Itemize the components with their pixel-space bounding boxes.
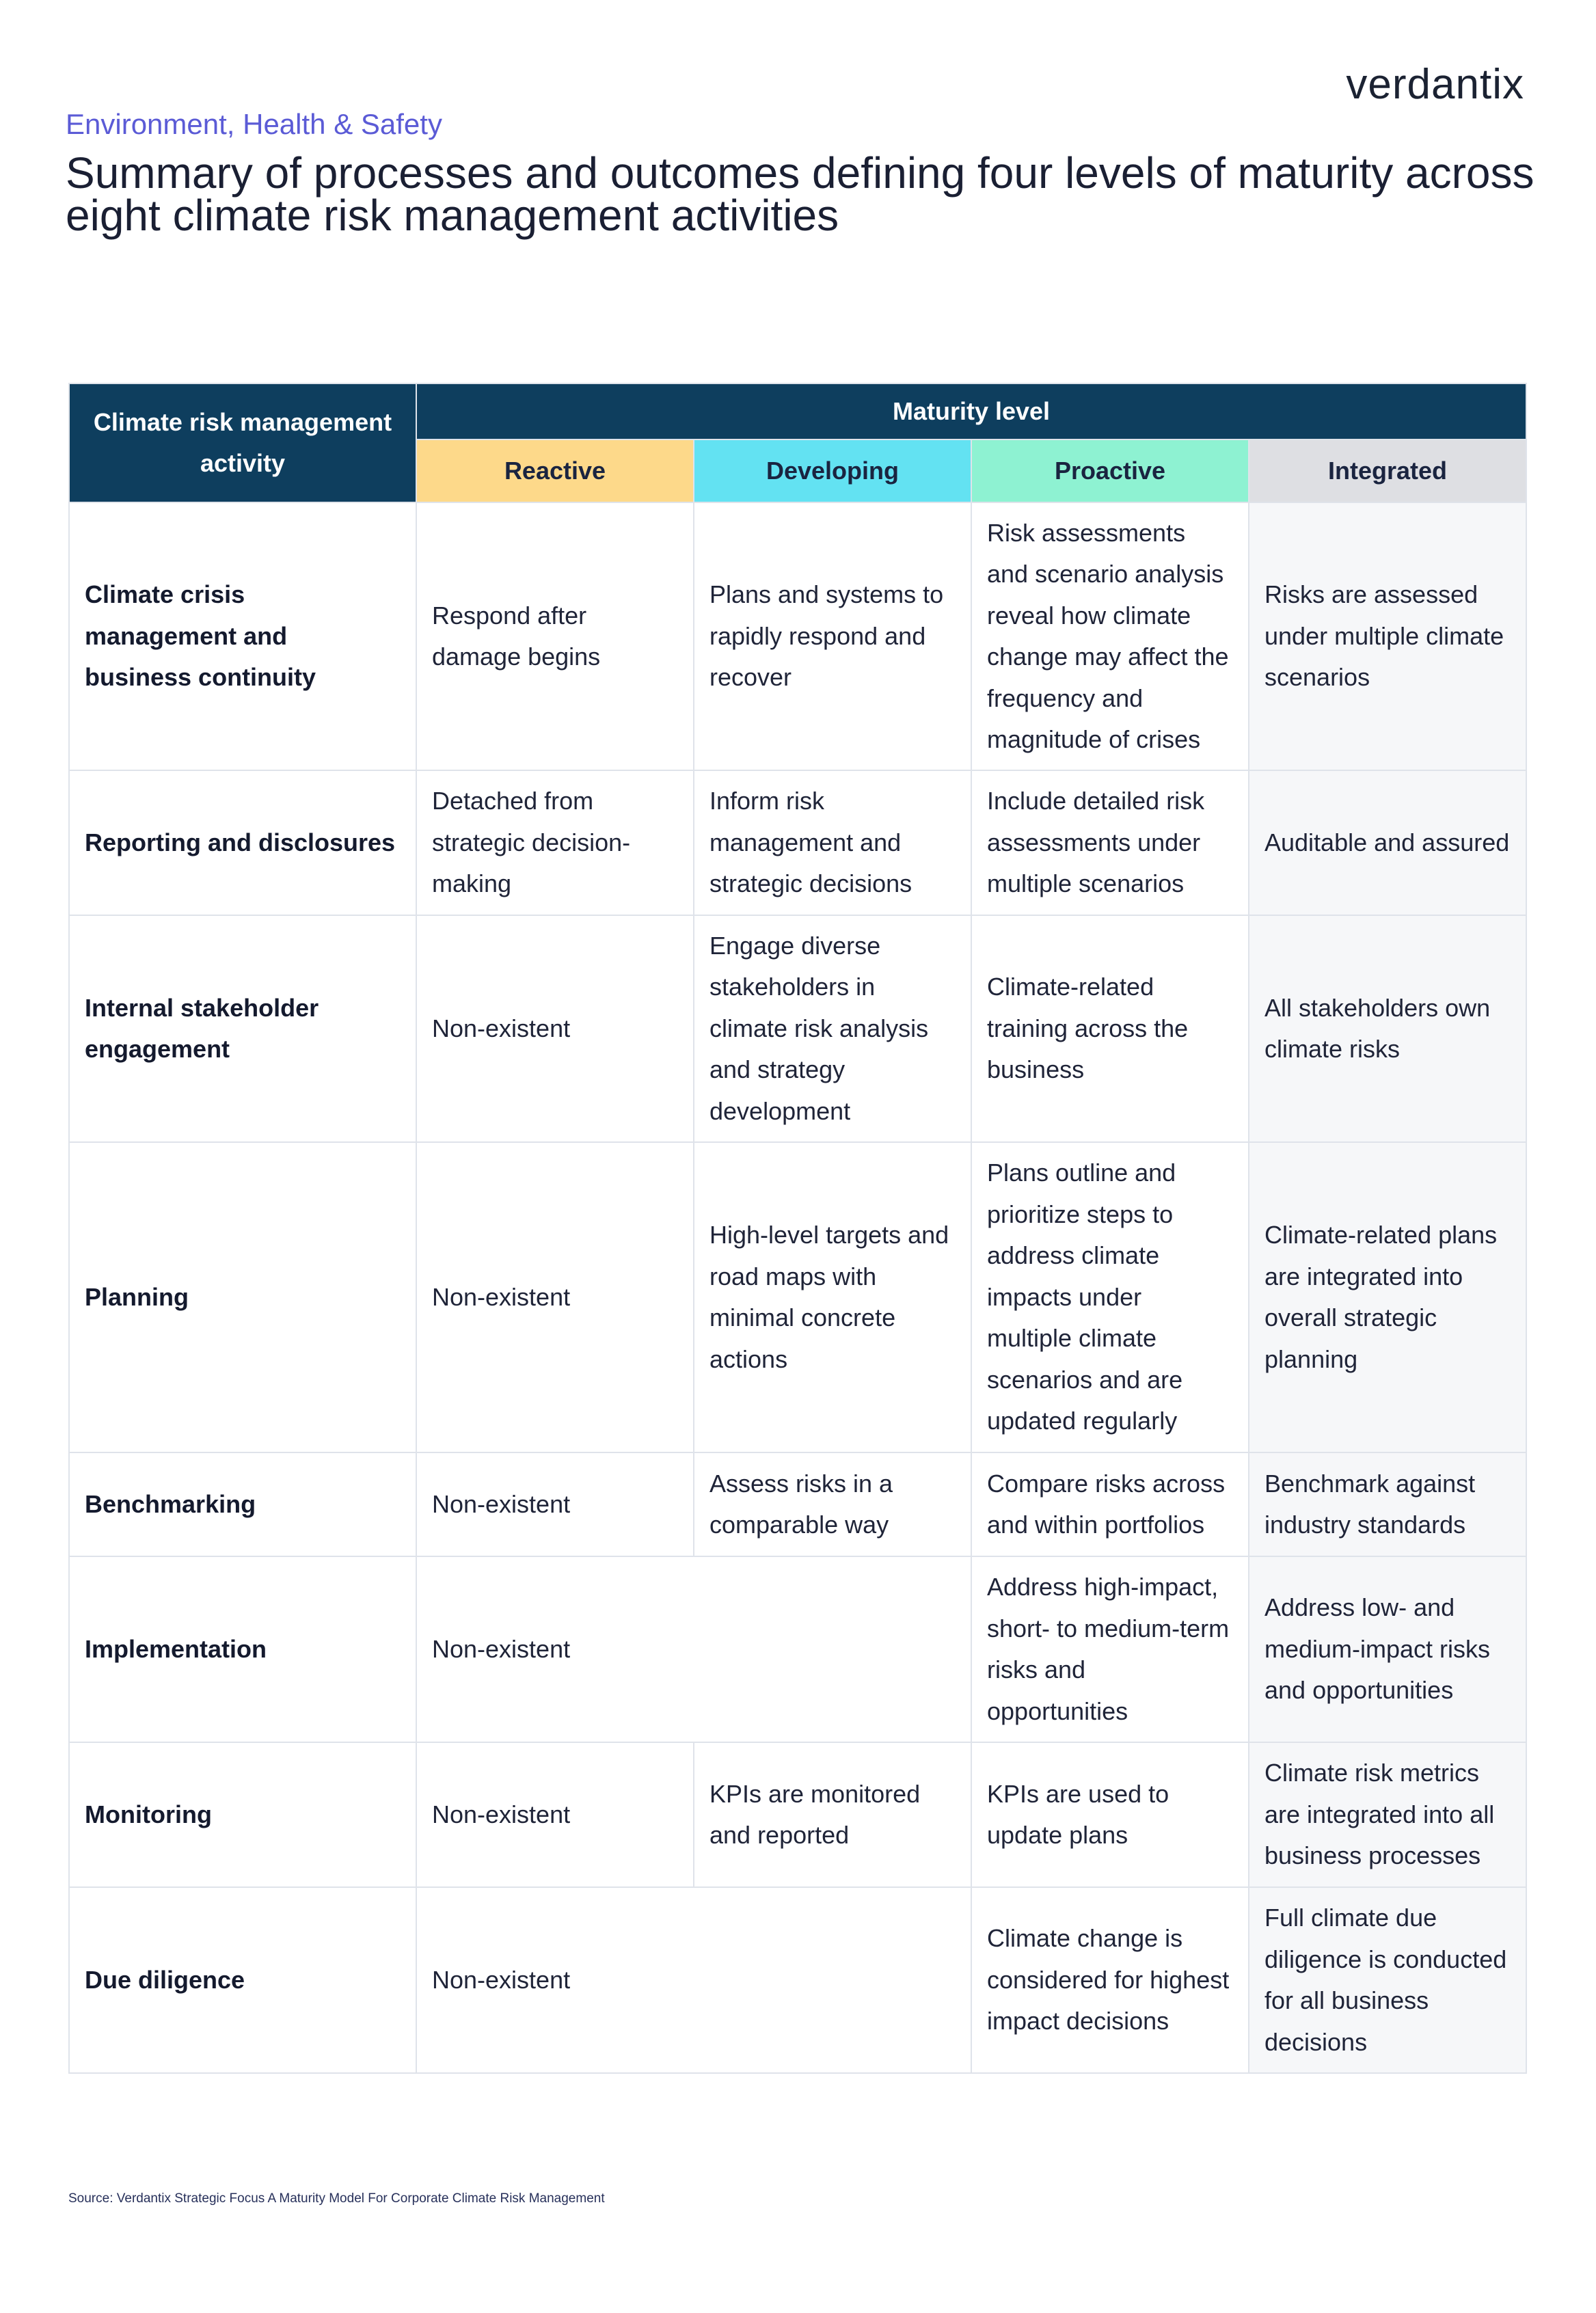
table-row — [69, 1742, 1526, 1887]
maturity-table-container — [68, 383, 1526, 2074]
reactive-cell: Non-existent — [416, 1452, 694, 1556]
developing-cell: Assess risks in a comparable way — [694, 1452, 971, 1556]
proactive-cell: Compare risks across and within portfolios — [971, 1452, 1249, 1556]
proactive-cell: Include detailed risk assessments under multiple scenarios — [971, 770, 1249, 915]
reactive-developing-cell: Non-existent — [416, 1556, 971, 1742]
developing-cell: Engage diverse stakeholders in climate risk analysis and strategy development — [694, 915, 971, 1142]
developing-cell: Inform risk management and strategic decisions — [694, 770, 971, 915]
reactive-cell: Respond after damage begins — [416, 502, 694, 770]
reactive-cell: Non-existent — [416, 915, 694, 1142]
integrated-cell: Auditable and assured — [1249, 770, 1526, 915]
table-row — [69, 1142, 1526, 1452]
level-header-developing: Developing — [694, 439, 971, 502]
proactive-cell: Climate-related training across the business — [971, 915, 1249, 1142]
developing-cell: High-level targets and road maps with minimal concrete actions — [694, 1142, 971, 1452]
proactive-cell: KPIs are used to update plans — [971, 1742, 1249, 1887]
category-label: Environment, Health & Safety — [66, 108, 442, 140]
proactive-cell: Climate change is considered for highest impact decisions — [971, 1887, 1249, 2073]
table-row — [69, 915, 1526, 1142]
page-title: Summary of processes and outcomes defining four levels of maturity across eight climate risk management activities — [66, 148, 1534, 240]
integrated-cell: Risks are assessed under multiple climate scenarios — [1249, 502, 1526, 770]
activity-column-header: Climate risk management activity — [69, 383, 416, 502]
developing-cell: Plans and systems to rapidly respond and recover — [694, 502, 971, 770]
activity-cell: Due diligence — [69, 1887, 416, 2073]
maturity-table — [68, 383, 1527, 2074]
reactive-cell: Non-existent — [416, 1742, 694, 1887]
proactive-cell: Plans outline and prioritize steps to address climate impacts under multiple climate scenarios and are updated regularly — [971, 1142, 1249, 1452]
reactive-cell: Detached from strategic decision-making — [416, 770, 694, 915]
table-row — [69, 502, 1526, 770]
activity-cell: Climate crisis management and business continuity — [69, 502, 416, 770]
reactive-developing-cell: Non-existent — [416, 1887, 971, 2073]
level-header-proactive: Proactive — [971, 439, 1249, 502]
table-row — [69, 1452, 1526, 1556]
table-row — [69, 1556, 1526, 1742]
reactive-cell: Non-existent — [416, 1142, 694, 1452]
table-row — [69, 1887, 1526, 2073]
maturity-level-header: Maturity level — [416, 383, 1526, 439]
integrated-cell: Climate-related plans are integrated into overall strategic planning — [1249, 1142, 1526, 1452]
level-header-reactive: Reactive — [416, 439, 694, 502]
source-note: Source: Verdantix Strategic Focus A Maturity Model For Corporate Climate Risk Management — [68, 2191, 605, 2206]
proactive-cell: Risk assessments and scenario analysis reveal how climate change may affect the frequency and magnitude of crises — [971, 502, 1249, 770]
developing-cell: KPIs are monitored and reported — [694, 1742, 971, 1887]
integrated-cell: All stakeholders own climate risks — [1249, 915, 1526, 1142]
integrated-cell: Climate risk metrics are integrated into all business processes — [1249, 1742, 1526, 1887]
table-row — [69, 770, 1526, 915]
proactive-cell: Address high-impact, short- to medium-term risks and opportunities — [971, 1556, 1249, 1742]
verdantix-logo: verdantix — [1346, 61, 1524, 108]
activity-cell: Benchmarking — [69, 1452, 416, 1556]
activity-cell: Reporting and disclosures — [69, 770, 416, 915]
activity-cell: Planning — [69, 1142, 416, 1452]
integrated-cell: Address low- and medium-impact risks and opportunities — [1249, 1556, 1526, 1742]
integrated-cell: Benchmark against industry standards — [1249, 1452, 1526, 1556]
activity-cell: Implementation — [69, 1556, 416, 1742]
activity-cell: Monitoring — [69, 1742, 416, 1887]
level-header-integrated: Integrated — [1249, 439, 1526, 502]
activity-cell: Internal stakeholder engagement — [69, 915, 416, 1142]
integrated-cell: Full climate due diligence is conducted for all business decisions — [1249, 1887, 1526, 2073]
